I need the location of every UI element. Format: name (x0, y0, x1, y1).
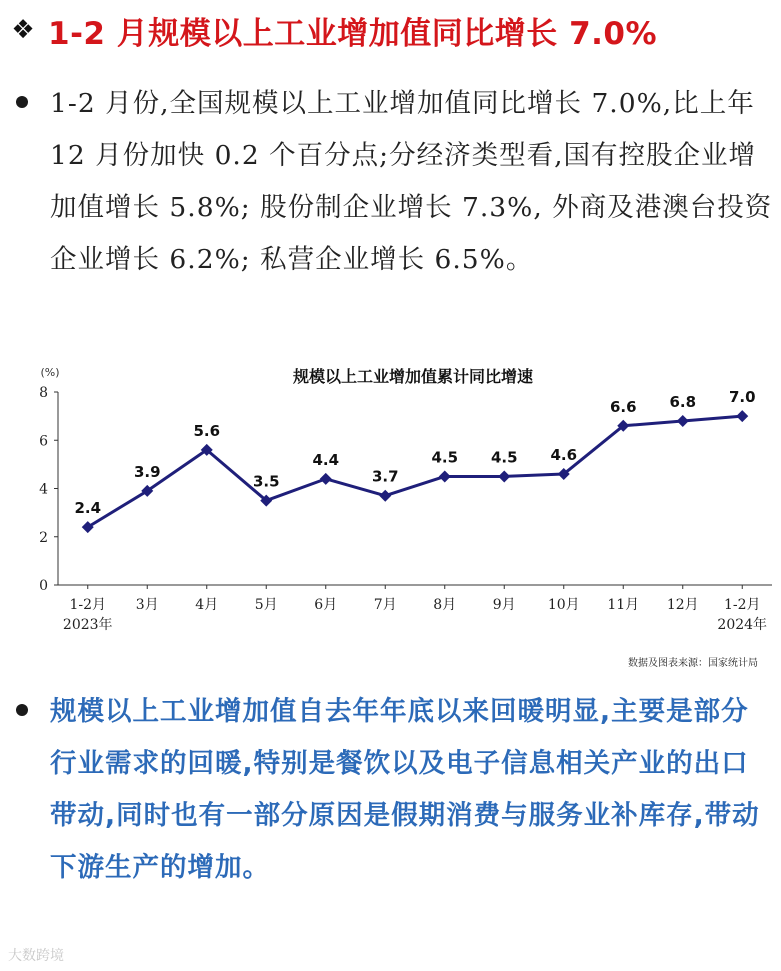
series-line (88, 416, 743, 527)
data-label: 6.6 (609, 397, 637, 416)
bullet-dot-icon (16, 704, 28, 716)
data-point (498, 470, 510, 482)
summary-paragraph: 1-2 月份,全国规模以上工业增加值同比增长 7.0%,比上年 12 月份加快 0.2 个百分点;分经济类型看,国有控股企业增加值增长 5.8%; 股份制企业增长 7.3%, 外商及港澳台投资企业增长 6.2%; 私营企业增长 6.5%。 (50, 88, 773, 275)
y-tick-label: 0 (39, 578, 48, 594)
x-tick-label: 6月 (314, 597, 338, 613)
data-label: 4.4 (312, 450, 340, 469)
data-label: 6.8 (669, 392, 697, 411)
x-tick-label: 1-2月 (69, 597, 107, 613)
x-tick-label: 9月 (492, 597, 516, 613)
data-point (320, 473, 332, 485)
x-tick-label: 7月 (373, 597, 397, 613)
data-point (379, 490, 391, 502)
y-tick-label: 6 (39, 433, 48, 450)
y-tick-label: 8 (39, 385, 48, 401)
y-axis-unit-label: (%) (40, 366, 60, 379)
data-point (736, 410, 748, 422)
x-tick-label: 4月 (195, 597, 219, 613)
analysis-paragraph: 规模以上工业增加值自去年年底以来回暖明显,主要是部分行业需求的回暖,特别是餐饮以及电子信息相关产业的出口带动,同时也有一部分原因是假期消费与服务业补库存,带动下游生产的增加。 (50, 696, 760, 883)
data-label: 5.6 (193, 421, 221, 440)
x-tick-sublabel: 2024年 (717, 617, 768, 633)
growth-chart (20, 352, 780, 678)
page-title: 1-2 月规模以上工业增加值同比增长 7.0% (48, 15, 658, 52)
data-label: 4.5 (490, 448, 518, 467)
x-tick-label: 3月 (135, 597, 159, 613)
chart-series (74, 388, 755, 533)
data-point (677, 415, 689, 427)
slide-heading (8, 6, 778, 54)
y-tick-label: 2 (39, 529, 48, 546)
diamond-bullet-icon: ❖ (11, 15, 35, 45)
x-tick-label: 12月 (666, 597, 699, 613)
chart-title: 规模以上工业增加值累计同比增速 (292, 367, 534, 386)
y-tick-label: 4 (39, 481, 48, 498)
x-tick-label: 8月 (433, 597, 457, 613)
x-axis-labels (63, 597, 767, 633)
data-label: 7.0 (728, 388, 756, 407)
data-label: 3.9 (133, 462, 161, 481)
data-label: 4.5 (431, 448, 459, 467)
data-label: 2.4 (74, 499, 102, 518)
x-tick-label: 5月 (254, 597, 278, 613)
x-tick-label: 10月 (547, 597, 580, 613)
x-tick-sublabel: 2023年 (62, 617, 113, 633)
x-tick-label: 11月 (607, 597, 640, 613)
watermark-logo: 大数跨境 (8, 948, 64, 964)
data-label: 3.7 (371, 467, 399, 486)
line-chart-svg (20, 352, 780, 678)
data-label: 4.6 (550, 446, 578, 465)
x-tick-label: 1-2月 (723, 597, 761, 613)
bullet-dot-icon (16, 96, 28, 108)
chart-source: 数据及图表来源：国家统计局 (628, 658, 758, 669)
data-point (439, 470, 451, 482)
data-label: 3.5 (252, 472, 280, 491)
